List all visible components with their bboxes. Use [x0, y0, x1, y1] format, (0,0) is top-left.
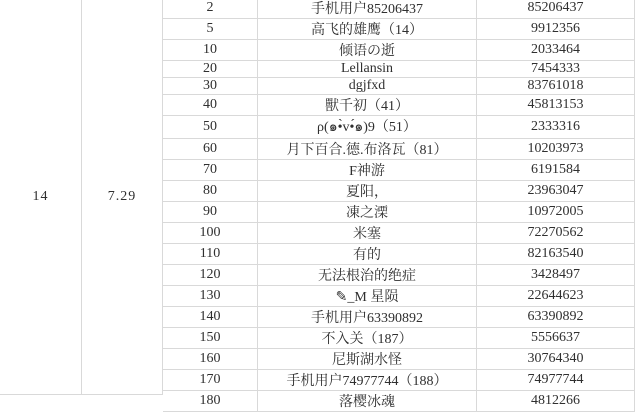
- rank-cell[interactable]: 110: [163, 244, 258, 264]
- rank-cell[interactable]: 70: [163, 160, 258, 180]
- player-name-cell[interactable]: Lellansin: [258, 61, 477, 77]
- rank-cell[interactable]: 130: [163, 286, 258, 306]
- table-row: [163, 139, 635, 160]
- rank-cell[interactable]: 5: [163, 19, 258, 39]
- table-row: [163, 61, 635, 78]
- score-cell[interactable]: 82163540: [477, 244, 635, 264]
- score-cell[interactable]: 3428497: [477, 265, 635, 285]
- table-row: [163, 391, 635, 412]
- rank-cell[interactable]: 30: [163, 78, 258, 94]
- player-name-cell[interactable]: 手机用户74977744（188）: [258, 370, 477, 390]
- rank-cell[interactable]: 90: [163, 202, 258, 222]
- player-name-cell[interactable]: 獸千初（41）: [258, 95, 477, 115]
- table-row: [163, 19, 635, 40]
- score-cell[interactable]: 30764340: [477, 349, 635, 369]
- score-cell[interactable]: 23963047: [477, 181, 635, 201]
- table-row: [163, 95, 635, 116]
- score-cell[interactable]: 10203973: [477, 139, 635, 159]
- score-cell[interactable]: 4812266: [477, 391, 635, 411]
- rank-cell[interactable]: 2: [163, 0, 258, 18]
- table-row: [163, 0, 635, 19]
- rank-cell[interactable]: 120: [163, 265, 258, 285]
- rank-cell[interactable]: 20: [163, 61, 258, 77]
- score-cell[interactable]: 2333316: [477, 116, 635, 138]
- player-name-cell[interactable]: 不入关（187）: [258, 328, 477, 348]
- player-name-cell[interactable]: 夏阳，: [258, 181, 477, 201]
- date-cell[interactable]: 7.29: [82, 0, 163, 395]
- score-cell[interactable]: 83761018: [477, 78, 635, 94]
- table-row: [163, 202, 635, 223]
- rank-cell[interactable]: 80: [163, 181, 258, 201]
- table-row: [163, 349, 635, 370]
- table-row: [163, 181, 635, 202]
- rank-cell[interactable]: 160: [163, 349, 258, 369]
- player-name-cell[interactable]: ρ(๑•̀v•́๑)9（51）: [258, 116, 477, 138]
- table-row: [163, 328, 635, 349]
- score-cell[interactable]: 2033464: [477, 40, 635, 60]
- table-row: [163, 78, 635, 95]
- score-cell[interactable]: 72270562: [477, 223, 635, 243]
- player-name-cell[interactable]: 高飞的雄鹰（14）: [258, 19, 477, 39]
- score-cell[interactable]: 5556637: [477, 328, 635, 348]
- player-name-cell[interactable]: 米塞: [258, 223, 477, 243]
- rank-cell[interactable]: 180: [163, 391, 258, 411]
- score-cell[interactable]: 74977744: [477, 370, 635, 390]
- player-name-cell[interactable]: 倾语の逝: [258, 40, 477, 60]
- rank-cell[interactable]: 40: [163, 95, 258, 115]
- player-name-cell[interactable]: 手机用户63390892: [258, 307, 477, 327]
- table-row: [163, 223, 635, 244]
- table-row: [163, 244, 635, 265]
- player-name-cell[interactable]: 无法根治的绝症: [258, 265, 477, 285]
- rank-cell[interactable]: 60: [163, 139, 258, 159]
- table-row: [163, 160, 635, 181]
- player-name-cell[interactable]: ✎_M 星陨: [258, 286, 477, 306]
- table-row: [163, 370, 635, 391]
- table-row: [163, 286, 635, 307]
- score-cell[interactable]: 85206437: [477, 0, 635, 18]
- player-name-cell[interactable]: 落樱冰魂: [258, 391, 477, 411]
- player-name-cell[interactable]: 尼斯湖水怪: [258, 349, 477, 369]
- score-cell[interactable]: 9912356: [477, 19, 635, 39]
- score-cell[interactable]: 22644623: [477, 286, 635, 306]
- score-cell[interactable]: 45813153: [477, 95, 635, 115]
- rank-cell[interactable]: 170: [163, 370, 258, 390]
- player-name-cell[interactable]: 手机用户85206437: [258, 0, 477, 18]
- player-name-cell[interactable]: 有的: [258, 244, 477, 264]
- table-row: [163, 116, 635, 139]
- player-name-cell[interactable]: 凍之溧: [258, 202, 477, 222]
- table-row: [163, 307, 635, 328]
- day-cell[interactable]: 14: [0, 0, 82, 395]
- rank-cell[interactable]: 140: [163, 307, 258, 327]
- score-cell[interactable]: 10972005: [477, 202, 635, 222]
- table-row: [163, 40, 635, 61]
- rank-cell[interactable]: 50: [163, 116, 258, 138]
- player-name-cell[interactable]: dgjfxd: [258, 78, 477, 94]
- score-cell[interactable]: 6191584: [477, 160, 635, 180]
- player-name-cell[interactable]: F神游: [258, 160, 477, 180]
- player-name-cell[interactable]: 月下百合.德.布洛瓦（81）: [258, 139, 477, 159]
- table-rows: [163, 0, 635, 410]
- table-row: [163, 265, 635, 286]
- rank-cell[interactable]: 10: [163, 40, 258, 60]
- rank-cell[interactable]: 150: [163, 328, 258, 348]
- rank-cell[interactable]: 100: [163, 223, 258, 243]
- score-cell[interactable]: 7454333: [477, 61, 635, 77]
- score-cell[interactable]: 63390892: [477, 307, 635, 327]
